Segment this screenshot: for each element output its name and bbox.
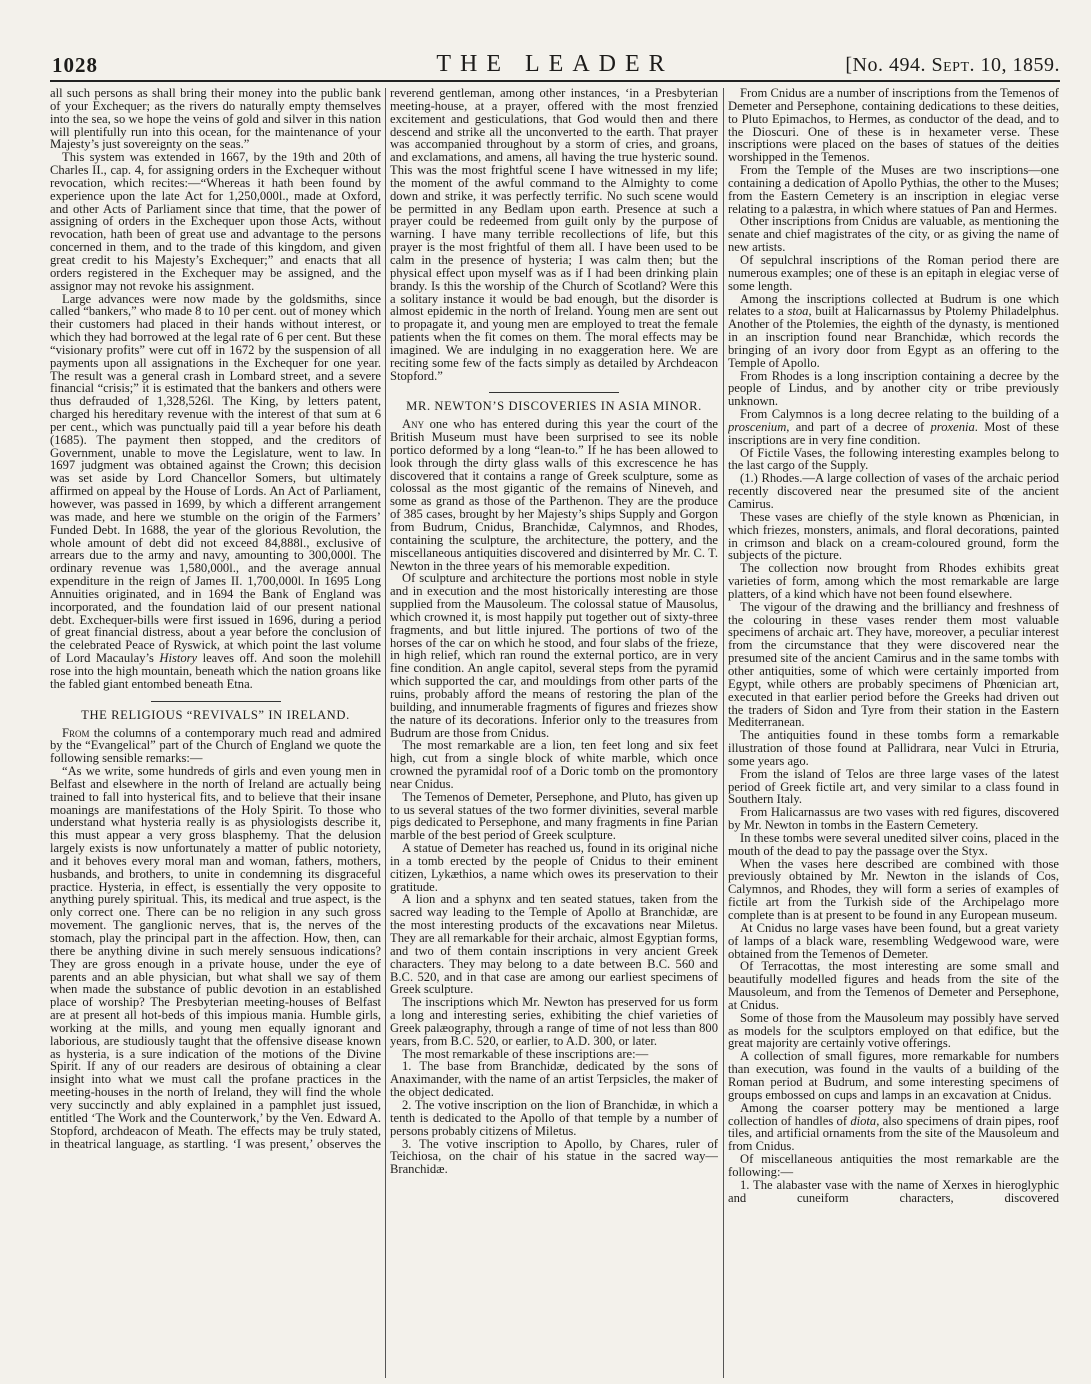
paragraph: 2. The votive inscription on the lion of Branchidæ, in which a tenth is dedicated to the Apollo of that temple by a number of persons probably citizens of Miletus.	[390, 1097, 718, 1138]
paragraph: A statue of Demeter has reached us, found in its original niche in a tomb erected by the people of Cnidus to their eminent citizen, Lykæthios, a name which owes its preservation to their gratitude.	[390, 841, 718, 894]
paragraph: From Cnidus are a number of inscriptions from the Temenos of Demeter and Persephone, containing dedications to these deities, to Pluto Epimachos, to Hermes, as conductor of the dead, and to the Dioscuri. One of these is in hexameter verse. These inscriptions were placed on the bases of statues of the deities worshipped in the Temenos.	[728, 87, 1059, 165]
masthead	[50, 50, 1060, 80]
lead-word: From	[62, 725, 90, 740]
paragraph: reverend gentleman, among other instances, ‘in a Presbyterian meeting-house, at a prayer, offered with the most frenzied excitement and gesticulations, that God would then and there descend and strike all the unconverted to the earth. That prayer was accompanied throughout by a storm of cries, and groans, and exclamations, and amens, all having the true hysteric sound. This was the most frightful scene I have witnessed in my life; the moment of the awful command to the Almighty to come down and strike, it was perfectly terrific. No such scene would be permitted in any Bedlam upon earth. Presence at such a prayer could be redeemed from guilt only by the purpose of warning. I have many terrible recollections of life, but this prayer is the most frightful of them all. I have been used to be calm in the presence of hysteria; I was calm then; but the physical effect upon myself was as if I had been drinking plain brandy. Is this the worship of the Church of Scotland? Were this a solitary instance it would be bad enough, but the disorder is almost epidemic in the north of Ireland. Young men are sent out to propagate it, and young men are employed to treat the female patients when the fit comes on them. The moral effects may be imagined. We are indulging in no exaggeration here. We are reciting some few of the facts simply as detailed by Archdeacon Stopford.”	[390, 87, 718, 383]
paragraph: At Cnidus no large vases have been found, but a great variety of lamps of a black ware, resembling Wedgewood ware, were obtained from the Temenos of Demeter.	[728, 920, 1059, 961]
paragraph: The most remarkable are a lion, ten feet long and six feet high, cut from a single block of white marble, which once crowned the pyramidal roof of a Doric tomb on the promontory near Cnidus.	[390, 738, 718, 791]
masthead-rule	[50, 80, 1060, 82]
paragraph: The vigour of the drawing and the brilliancy and freshness of the colouring in these vases render them most valuable specimens of archaic art. They have, moreover, a peculiar interest from the circumstance that they were discovered near the presumed site of the ancient Camirus and in the same tombs with other antiquities, some of which were certainly imported from Egypt, while others are probably specimens of Phœnician art, executed in that earlier period before the Greeks had driven out the traders of Sidon and Tyre from their station in the Eastern Mediterranean.	[728, 599, 1059, 730]
issue-number: [No. 494.	[845, 54, 926, 76]
paragraph: all such persons as shall bring their money into the public bank of your Exchequer; as the rivers do naturally empty themselves into the sea, so we hope the veins of gold and silver in this nation will plentifully run into this ocean, for the maintenance of your Majesty’s just sovereignty on the seas.”	[50, 87, 381, 152]
paragraph: From Calymnos is a long decree relating to the building of a proscenium, and part of a decree of proxenia. Most of these inscriptions are in very fine condition.	[728, 407, 1059, 447]
paragraph: The inscriptions which Mr. Newton has preserved for us form a long and interesting series, exhibiting the chief varieties of Greek palæography, through a range of time of not less than 800 years, from B.C. 520, or earlier, to A.D. 300, or later.	[390, 995, 718, 1048]
column-3	[728, 87, 1059, 1379]
paragraph: The antiquities found in these tombs form a remarkable illustration of those found at Pallidrara, near Vulci in Etruria, some years ago.	[728, 728, 1059, 768]
paragraph: Of sculpture and architecture the portions most noble in style and in execution and the most historically interesting are those supplied from the Mausoleum. The colossal statue of Mausolus, which crowned it, is most happily put together out of sixty-three fragments, and but little injured. The portions of two of the horses of the car on which he stood, and four slabs of the frieze, in high relief, which ran round the external portico, are in very fine condition. An angle capitol, several steps from the pyramid which supported the car, and mouldings from other parts of the ruins, probably afford the means of restoring the plan of the building, and innumerable fragments of figures and friezes show the nature of its decorations. Inferior only to the treasures from Budrum are those from Cnidus.	[390, 571, 718, 740]
paragraph: From Rhodes is a long inscription containing a decree by the people of Lindus, and by another city or tribe previously unknown.	[728, 368, 1059, 409]
italic-word: proxenia	[930, 419, 975, 434]
column-divider	[385, 88, 386, 1378]
italic-word: stoa	[787, 304, 809, 319]
issue-info	[845, 54, 1060, 77]
paragraph: From the island of Telos are three large vases of the latest period of Greek fictile art, and very similar to a class found in Southern Italy.	[728, 766, 1059, 807]
paragraph: 1. The base from Branchidæ, dedicated by the sons of Anaximander, with the name of an artist Terpsicles, the maker of the object dedicated.	[390, 1059, 718, 1100]
paragraph: From the columns of a contemporary much read and admired by the “Evangelical” part of the Church of England we quote the following sensible remarks:—	[50, 725, 381, 766]
issue-date: 10, 1859.	[980, 54, 1060, 76]
paragraph: 3. The votive inscription to Apollo, by Chares, ruler of Teichiosa, on the chair of his statue in the sacred way—Branchidæ.	[390, 1136, 718, 1177]
paragraph: The Temenos of Demeter, Persephone, and Pluto, has given up to us several statues of the two former divinities, several marble pigs dedicated to Persephone, and many fragments in fine Parian marble of the best period of Greek sculpture.	[390, 789, 718, 843]
italic-word: proscenium	[728, 419, 787, 434]
paragraph: Some of those from the Mausoleum may possibly have served as models for the sculptors employed on that edifice, but the great majority are certainly votive offerings.	[728, 1010, 1059, 1051]
article-heading: THE RELIGIOUS “REVIVALS” IN IRELAND.	[81, 707, 350, 722]
paragraph: This system was extended in 1667, by the 19th and 20th of Charles II., cap. 4, for assigning orders in the Exchequer without revocation, which recites:—“Whereas it hath been found by experience upon the late Act for 1,250,000l., made at Oxford, and other Acts of Parliament since that time, that the power of assigning of orders in the Exchequer upon those Acts, without revocation, hath been of great use and advantage to the persons concerned in them, and to the trade of this kingdom, and given great credit to his Majesty’s Exchequer;” and enacts that all orders registered in the Exchequer may be assigned, and the assignor may not revoke his assignment.	[50, 150, 381, 293]
paragraph: The most remarkable of these inscriptions are:—	[402, 1046, 649, 1061]
paragraph: (1.) Rhodes.—A large collection of vases of the archaic period recently discovered near the presumed site of the ancient Camirus.	[728, 471, 1059, 511]
article-heading: MR. NEWTON’S DISCOVERIES IN ASIA MINOR.	[406, 399, 702, 414]
paragraph: Of miscellaneous antiquities the most remarkable are the following:—	[728, 1152, 1059, 1179]
italic-word: History	[159, 651, 198, 666]
paragraph: Among the inscriptions collected at Budrum is one which relates to a stoa, built at Halicarnassus by Ptolemy Philadelphus. Another of the Ptolemies, the eighth of the dynasty, is mentioned in an inscription found near Branchidæ, which records the bringing of an ivory door from Egypt as an offering to the Temple of Apollo.	[728, 291, 1059, 370]
paragraph: Among the coarser pottery may be mentioned a large collection of handles of diota, also specimens of drain pipes, roof tiles, and artificial ornaments from the site of the Mausoleum and from Cnidus.	[728, 1100, 1059, 1154]
paragraph: Large advances were now made by the goldsmiths, since called “bankers,” who made 8 to 10 per cent. out of money which their customers had placed in their hands without interest, or which they had borrowed at the legal rate of 6 per cent. But these “visionary profits” were cut off in 1672 by the suspension of all payments upon all assignations in the Exchequer for one year. The result was a general crash in Lombard street, and a severe financial “crisis;” it is estimated that the bankers and others were thus defrauded of 1,328,526l. The King, by letters patent, charged his hereditary revenue with the interest of that sum at 6 per cent., which was punctually paid till a year before his death (1685). The payment then stopped, and the creditors of Government, unable to move the Legislature, went to law. In 1697 judgment was obtained against the Crown; this decision was set aside by Lord Chancellor Somers, but ultimately affirmed on appeal by the House of Lords. An Act of Parliament, however, was passed in 1699, by which a different arrangement was made, and here we stumble on the origin of the Farmers’ Funded Debt. In 1688, the year of the glorious Revolution, the whole amount of debt did not exceed 84,888l., exclusive of arrears due to the army and navy, amounting to 300,000l. The ordinary revenue was 1,580,000l., and the average annual expenditure in the reign of James II. 1,700,000l. In 1695 Long Annuities originated, and in 1694 the Bank of England was incorporated, and the foundation laid of our present national debt. Exchequer-bills were first issued in 1696, during a period of great financial distress, about a year before the conclusion of the celebrated Peace of Ryswick, at which point the last volume of Lord Macaulay’s History leaves off. And soon the molehill rose into the high mountain, beneath which the nation groans like the fabled giant entombed beneath Etna.	[50, 291, 381, 691]
paragraph: “As we write, some hundreds of girls and even young men in Belfast and elsewhere in the north of Ireland are actually being trained to fall into hysterical fits, and to believe that their insane moanings are manifestations of the Holy Spirit. To those who understand what hysteria really is as physiologists describe it, this must appear a very gross blasphemy. That the delusion largely exists is now unfortunately a matter of public notoriety, and it behoves every moral man and woman, fathers, mothers, husbands, and brothers, to unite in condemning its disgraceful practice. Hysteria, in effect, is essentially the very opposite to anything purely spiritual. This, its medical and true aspect, is the only correct one. There can be no religion in any such gross movement. The ganglionic nerves, that is, the nerves of the stomach, play the principal part in the affection. How, then, can there be anything divine in such merely sensuous indications? They are gross enough in a private house, under the eye of parents and an able physician, but what shall we say of them when made the substance of public devotion in an established place of worship? The Presbyterian meeting-houses of Belfast are at present all hot-beds of this impious mania. Humble girls, working at the mills, and young men equally ignorant and laborious, are studiously taught that the offensive disease known as hysteria, is a sure indication of the motions of the Divine Spirit. If any of our readers are desirous of obtaining a clear insight into what we must call the profane practices in the meeting-houses in the north of Ireland, they will find the whole very succinctly and ably explained in a pamphlet just issued, entitled ‘The Work and the Counterwork,’ by the Ven. Edward A. Stopford, archdeacon of Meath. The effects may be truly stated, in theatrical language, as startling. ‘I was present,’ observes the	[50, 764, 381, 1151]
paragraph: In these tombs were several unedited silver coins, placed in the mouth of the dead to pay the passage over the Styx.	[728, 830, 1059, 858]
paragraph: From Halicarnassus are two vases with red figures, discovered by Mr. Newton in tombs in the Eastern Cemetery.	[728, 805, 1059, 833]
paragraph: Other inscriptions from Cnidus are valuable, as mentioning the senate and chief magistrates of the city, or as giving the name of new artists.	[728, 214, 1059, 255]
paragraph: These vases are chiefly of the style known as Phœnician, in which friezes, monsters, animals, and floral decorations, painted in crimson and black on a cream-coloured ground, form the subjects of the picture.	[728, 509, 1059, 563]
paragraph: 1. The alabaster vase with the name of Xerxes in hieroglyphic and cuneiform characters, discovered	[728, 1177, 1059, 1205]
column-divider	[723, 88, 724, 1378]
paragraph: A collection of small figures, more remarkable for numbers than execution, was found in the vaults of a building of the Roman period at Budrum, and some interesting specimens of groups embossed on cups and lamps in an excavation at Cnidus.	[728, 1049, 1059, 1102]
page-number: 1028	[52, 53, 98, 77]
lead-word: Any	[402, 417, 425, 432]
paragraph: Of sepulchral inscriptions of the Roman period there are numerous examples; one of these is an epitaph in elegiac verse of some length.	[728, 252, 1059, 293]
paragraph: Any one who has entered during this year the court of the British Museum must have been surprised to see its noble portico deformed by a long “lean-to.” If he has been allowed to look through the dirty glass walls of this excrescence he has discovered that it contains a range of Greek sculpture, some as colossal as the most gigantic of the remains of Nineveh, and some as grand as those of the Parthenon. They are the produce of 385 cases, brought by her Majesty’s ships Supply and Gorgon from Budrum, Cnidus, Branchidæ, Calymnos, and Rhodes, containing the sculpture, the architecture, the pottery, and the miscellaneous antiquities discovered and disinterred by Mr. C. T. Newton in the three years of his memorable expedition.	[390, 417, 718, 573]
italic-word: diota	[850, 1113, 877, 1128]
column-1	[50, 87, 381, 1379]
paragraph: A lion and a sphynx and ten seated statues, taken from the sacred way leading to the Temple of Apollo at Branchidæ, are the most interesting products of the excavations near Miletus. They are all remarkable for their archaic, almost Egyptian forms, and two of them contain inscriptions in very ancient Greek characters. They may belong to a date between B.C. 560 and B.C. 520, and in that case are among our earliest specimens of Greek sculpture.	[390, 892, 718, 997]
paragraph: The collection now brought from Rhodes exhibits great varieties of form, among which the most remarkable are large platters, of a kind which have not been found elsewhere.	[728, 561, 1059, 601]
paragraph: Of Fictile Vases, the following interesting examples belong to the last cargo of the Supply.	[728, 445, 1059, 473]
newspaper-title: THE LEADER	[436, 51, 674, 77]
paragraph: From the Temple of the Muses are two inscriptions—one containing a dedication of Apollo Pythias, the other to the Muses; from the Eastern Cemetery is an inscription in elegiac verse relating to a palæstra, in which where statues of Pan and Hermes.	[728, 163, 1059, 216]
paragraph: Of Terracottas, the most interesting are some small and beautifully modelled figures and heads from the site of the Mausoleum, and from the Temenos of Demeter and Persephone, at Cnidus.	[728, 959, 1059, 1012]
paragraph: When the vases here described are combined with those previously obtained by Mr. Newton in the islands of Cos, Calymnos, and Rhodes, they will form a series of examples of fictile art from the Turkish side of the Archipelago more complete than is at present to be found in any European museum.	[728, 856, 1059, 922]
column-2	[390, 87, 718, 1379]
section-rule	[151, 701, 281, 702]
section-rule	[489, 392, 619, 393]
issue-month: Sept.	[931, 54, 975, 76]
